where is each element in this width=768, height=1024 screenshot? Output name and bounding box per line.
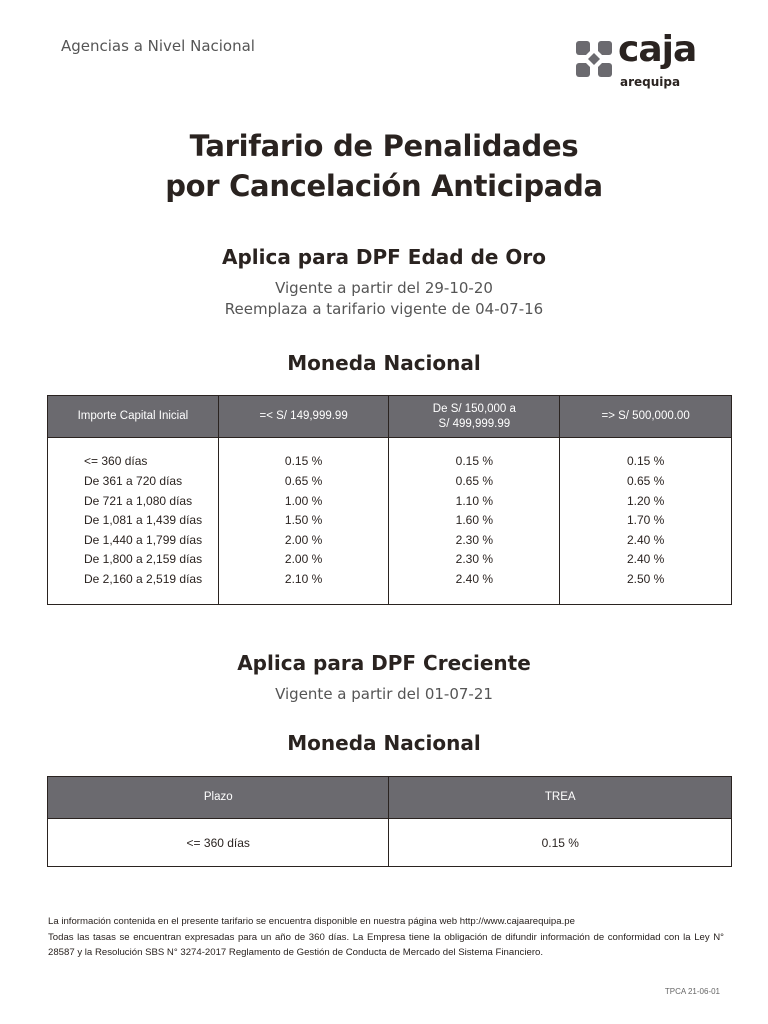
plazo-item: De 1,800 a 2,159 días: [84, 552, 203, 567]
section1-heading: Aplica para DPF Edad de Oro: [221, 245, 547, 269]
plazo-item: De 361 a 720 días: [84, 474, 183, 489]
caja-arequipa-logo: [574, 29, 714, 93]
tramo1-value: 2.10 %: [284, 571, 323, 586]
logo-sub: arequipa: [620, 75, 681, 89]
section2-moneda: Moneda Nacional: [287, 731, 481, 755]
section1-reemplaza: Reemplaza a tarifario vigente de 04-07-16: [224, 300, 544, 318]
tramo3-value: 1.70 %: [626, 513, 665, 528]
creciente-plazo: <= 360 días: [48, 819, 389, 867]
plazo-item: De 721 a 1,080 días: [84, 493, 193, 508]
tramo1-value: 2.00 %: [284, 552, 323, 567]
plazo-item: De 2,160 a 2,519 días: [84, 571, 203, 586]
document-code: TPCA 21-06-01: [664, 987, 720, 996]
tramo2-value: 1.60 %: [455, 513, 494, 528]
col-importe: Importe Capital Inicial: [48, 396, 219, 438]
col-tramo2-line2: S/ 499,999.99: [438, 417, 511, 430]
footnote: [48, 914, 724, 961]
tramo3-value: 2.40 %: [626, 532, 665, 547]
tramo1-value: 0.65 %: [284, 474, 323, 489]
plazos-cell: [48, 438, 219, 605]
page-title: [0, 126, 768, 206]
tramo2-value: 0.15 %: [455, 454, 494, 469]
col-tramo2: [389, 396, 560, 438]
tramo2-value: 1.10 %: [455, 493, 494, 508]
section1-meta: [0, 278, 768, 320]
creciente-trea: 0.15 %: [389, 819, 732, 867]
footnote-line-2: Todas las tasas se encuentran expresadas para un año de 360 días. La Empresa tiene la obligación de difundir información de conformidad con la Ley N° 28587 y la Resolución SBS N° 3274-2017 Reglamento de Gestión de Conducta de Mercado del Sistema Financiero.: [48, 931, 724, 958]
section2-heading: Aplica para DPF Creciente: [237, 651, 531, 675]
plazo-item: De 1,440 a 1,799 días: [84, 532, 203, 547]
title-line-2: por Cancelación Anticipada: [165, 169, 603, 203]
plazo-item: De 1,081 a 1,439 días: [84, 513, 203, 528]
col-plazo: Plazo: [48, 777, 389, 819]
tramo1-value: 1.50 %: [284, 513, 323, 528]
tramo1-value: 0.15 %: [284, 454, 323, 469]
tramo2-value: 2.30 %: [455, 552, 494, 567]
tramo3-value: 2.50 %: [626, 571, 665, 586]
tarifa-table-edad-de-oro: [47, 395, 732, 605]
tramo1-value: 1.00 %: [284, 493, 323, 508]
header-agencias: Agencias a Nivel Nacional: [61, 37, 255, 55]
section1-vigencia: Vigente a partir del 29-10-20: [275, 279, 493, 297]
tramo3-cell: [560, 438, 732, 605]
tramo2-value: 2.40 %: [455, 571, 494, 586]
tramo2-value: 2.30 %: [455, 532, 494, 547]
plazo-item: <= 360 días: [84, 454, 148, 469]
tramo3-value: 1.20 %: [626, 493, 665, 508]
tarifa-table-creciente: [47, 776, 732, 867]
tramo3-value: 2.40 %: [626, 552, 665, 567]
tramo3-value: 0.65 %: [626, 474, 665, 489]
col-tramo1: =< S/ 149,999.99: [218, 396, 389, 438]
tramo1-value: 2.00 %: [284, 532, 323, 547]
col-tramo3: => S/ 500,000.00: [560, 396, 732, 438]
logo-cross-icon: [574, 39, 614, 79]
tramo2-cell: [389, 438, 560, 605]
tramo1-cell: [218, 438, 389, 605]
tramo3-value: 0.15 %: [626, 454, 665, 469]
col-trea: TREA: [389, 777, 732, 819]
tramo2-value: 0.65 %: [455, 474, 494, 489]
section2-vigencia: Vigente a partir del 01-07-21: [275, 685, 493, 703]
footnote-line-1: La información contenida en el presente tarifario se encuentra disponible en nuestra página web http://www.cajaarequipa.pe: [48, 916, 575, 927]
logo-word: caja: [618, 29, 697, 70]
col-tramo2-line1: De S/ 150,000 a: [432, 402, 516, 415]
section1-moneda: Moneda Nacional: [287, 351, 481, 375]
title-line-1: Tarifario de Penalidades: [189, 129, 579, 163]
